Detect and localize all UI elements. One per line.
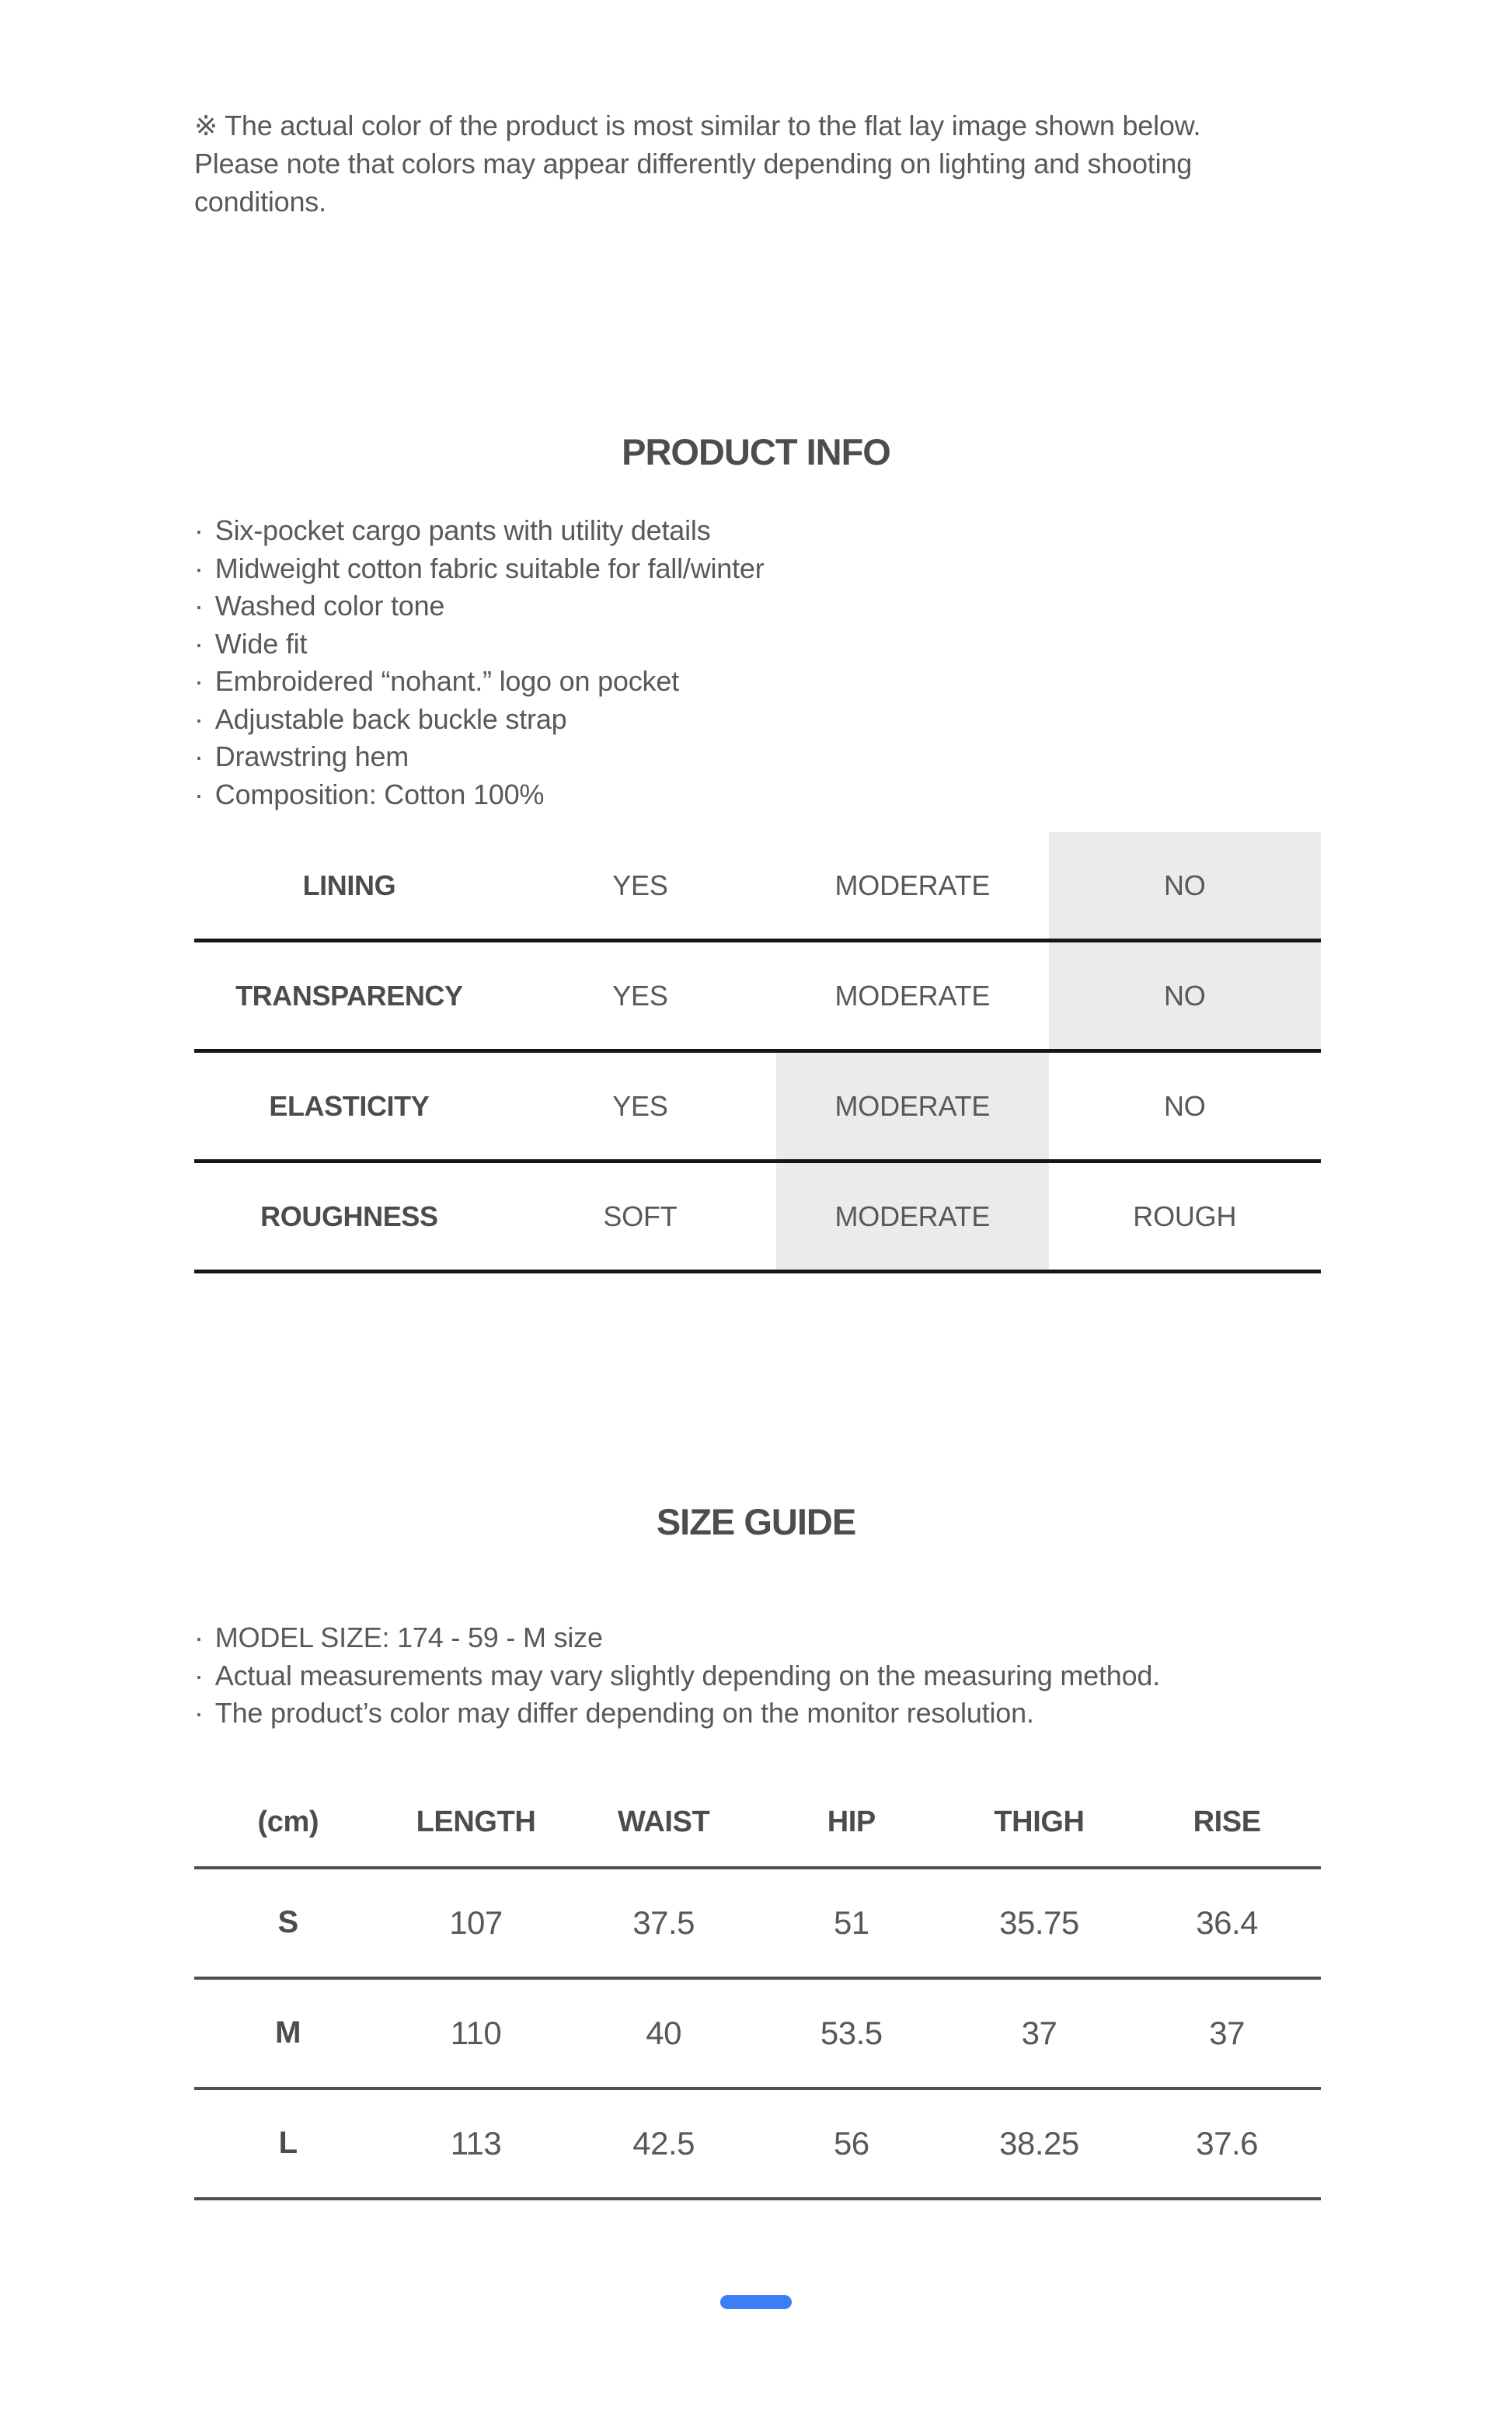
attribute-option: YES xyxy=(612,869,668,901)
size-table-column-header: THIGH xyxy=(994,1806,1085,1838)
bullet-dot-icon: · xyxy=(194,702,204,735)
attribute-row xyxy=(194,1163,1321,1273)
attribute-label: LINING xyxy=(302,869,396,901)
size-value: 113 xyxy=(450,2124,502,2161)
size-name: L xyxy=(278,2126,298,2160)
bullet-text: Washed color tone xyxy=(214,590,445,622)
product-info-bullet-list xyxy=(194,512,1512,813)
size-table-column-header: WAIST xyxy=(617,1806,710,1838)
bullet-dot-icon: · xyxy=(194,590,204,622)
size-guide-table xyxy=(194,1779,1321,2200)
size-name: M xyxy=(275,2015,301,2050)
bullet-text: Six-pocket cargo pants with utility details xyxy=(214,514,711,546)
size-table-column-header: HIP xyxy=(827,1806,876,1838)
attribute-option: ROUGH xyxy=(1133,1200,1237,1232)
bullet-text: The product’s color may differ depending on the monitor resolution. xyxy=(214,1697,1034,1729)
bullet-dot-icon: · xyxy=(194,740,204,772)
attribute-option-selected: MODERATE xyxy=(776,1163,1048,1270)
attribute-row xyxy=(194,942,1321,1053)
size-value: 51 xyxy=(833,1904,869,1941)
bullet-item xyxy=(194,550,1512,588)
attribute-option: MODERATE xyxy=(834,869,991,901)
attribute-option: SOFT xyxy=(603,1200,678,1232)
bullet-dot-icon: · xyxy=(194,665,204,697)
attribute-row xyxy=(194,1053,1321,1163)
bullet-item xyxy=(194,1657,1512,1695)
bullet-dot-icon: · xyxy=(194,778,204,810)
bullet-text: Composition: Cotton 100% xyxy=(214,778,545,810)
attribute-label: TRANSPARENCY xyxy=(235,979,463,1012)
attribute-option-selected: NO xyxy=(1049,942,1321,1049)
bullet-dot-icon: · xyxy=(194,1697,204,1729)
bullet-text: MODEL SIZE: 174 - 59 - M size xyxy=(214,1622,603,1653)
size-table-row xyxy=(194,2090,1321,2200)
product-attributes-table xyxy=(194,832,1321,1273)
size-table-header-row xyxy=(194,1779,1321,1869)
attribute-option: MODERATE xyxy=(834,979,991,1012)
attribute-label: ELASTICITY xyxy=(269,1089,430,1122)
bullet-dot-icon: · xyxy=(194,1622,204,1653)
size-value: 35.75 xyxy=(999,1904,1079,1941)
size-guide-title: SIZE GUIDE xyxy=(656,1501,856,1542)
bullet-item xyxy=(194,663,1512,701)
size-guide-bullet-list xyxy=(194,1619,1512,1733)
bullet-text: Wide fit xyxy=(214,627,308,660)
bullet-text: Embroidered “nohant.” logo on pocket xyxy=(214,665,679,697)
size-value: 42.5 xyxy=(632,2124,695,2161)
size-table-unit-header: (cm) xyxy=(257,1806,319,1838)
size-value: 37 xyxy=(1021,2014,1057,2051)
bottom-scroll-indicator xyxy=(720,2295,792,2309)
attribute-row xyxy=(194,832,1321,942)
attribute-option: YES xyxy=(612,1089,668,1122)
bullet-item xyxy=(194,738,1512,776)
bullet-item xyxy=(194,1619,1512,1657)
size-value: 56 xyxy=(833,2124,869,2161)
bullet-item xyxy=(194,701,1512,739)
attribute-option: YES xyxy=(612,979,668,1012)
bullet-item xyxy=(194,1695,1512,1733)
attribute-label: ROUGHNESS xyxy=(260,1200,438,1232)
bullet-text: Adjustable back buckle strap xyxy=(214,702,567,735)
attribute-option: NO xyxy=(1163,1089,1206,1122)
bullet-text: Midweight cotton fabric suitable for fall/winter xyxy=(214,552,765,584)
color-disclaimer-note: ※ The actual color of the product is most similar to the flat lay image shown below. Please note that colors may appear differently depending on lighting and shooting conditions. xyxy=(194,110,1201,218)
size-value: 110 xyxy=(450,2014,502,2051)
bullet-dot-icon: · xyxy=(194,627,204,660)
size-value: 37.6 xyxy=(1196,2124,1258,2161)
size-table-row xyxy=(194,1980,1321,2090)
bullet-dot-icon: · xyxy=(194,1659,204,1691)
size-value: 107 xyxy=(449,1904,503,1941)
bullet-dot-icon: · xyxy=(194,514,204,546)
size-value: 37.5 xyxy=(632,1904,695,1941)
size-table-column-header: LENGTH xyxy=(416,1806,536,1838)
bullet-text: Drawstring hem xyxy=(214,740,409,772)
size-value: 38.25 xyxy=(999,2124,1079,2161)
size-value: 37 xyxy=(1209,2014,1245,2051)
bullet-item xyxy=(194,776,1512,814)
bullet-item xyxy=(194,625,1512,664)
size-table-column-header: RISE xyxy=(1193,1806,1261,1838)
product-info-title: PRODUCT INFO xyxy=(622,431,890,472)
size-table-row xyxy=(194,1869,1321,1980)
size-value: 53.5 xyxy=(820,2014,883,2051)
bullet-text: Actual measurements may vary slightly depending on the measuring method. xyxy=(214,1659,1161,1691)
bullet-item xyxy=(194,512,1512,550)
bullet-item xyxy=(194,587,1512,625)
size-name: S xyxy=(277,1905,299,1939)
attribute-option-selected: MODERATE xyxy=(776,1053,1048,1159)
bullet-dot-icon: · xyxy=(194,552,204,584)
attribute-option-selected: NO xyxy=(1049,832,1321,939)
size-value: 36.4 xyxy=(1196,1904,1258,1941)
size-value: 40 xyxy=(646,2014,681,2051)
